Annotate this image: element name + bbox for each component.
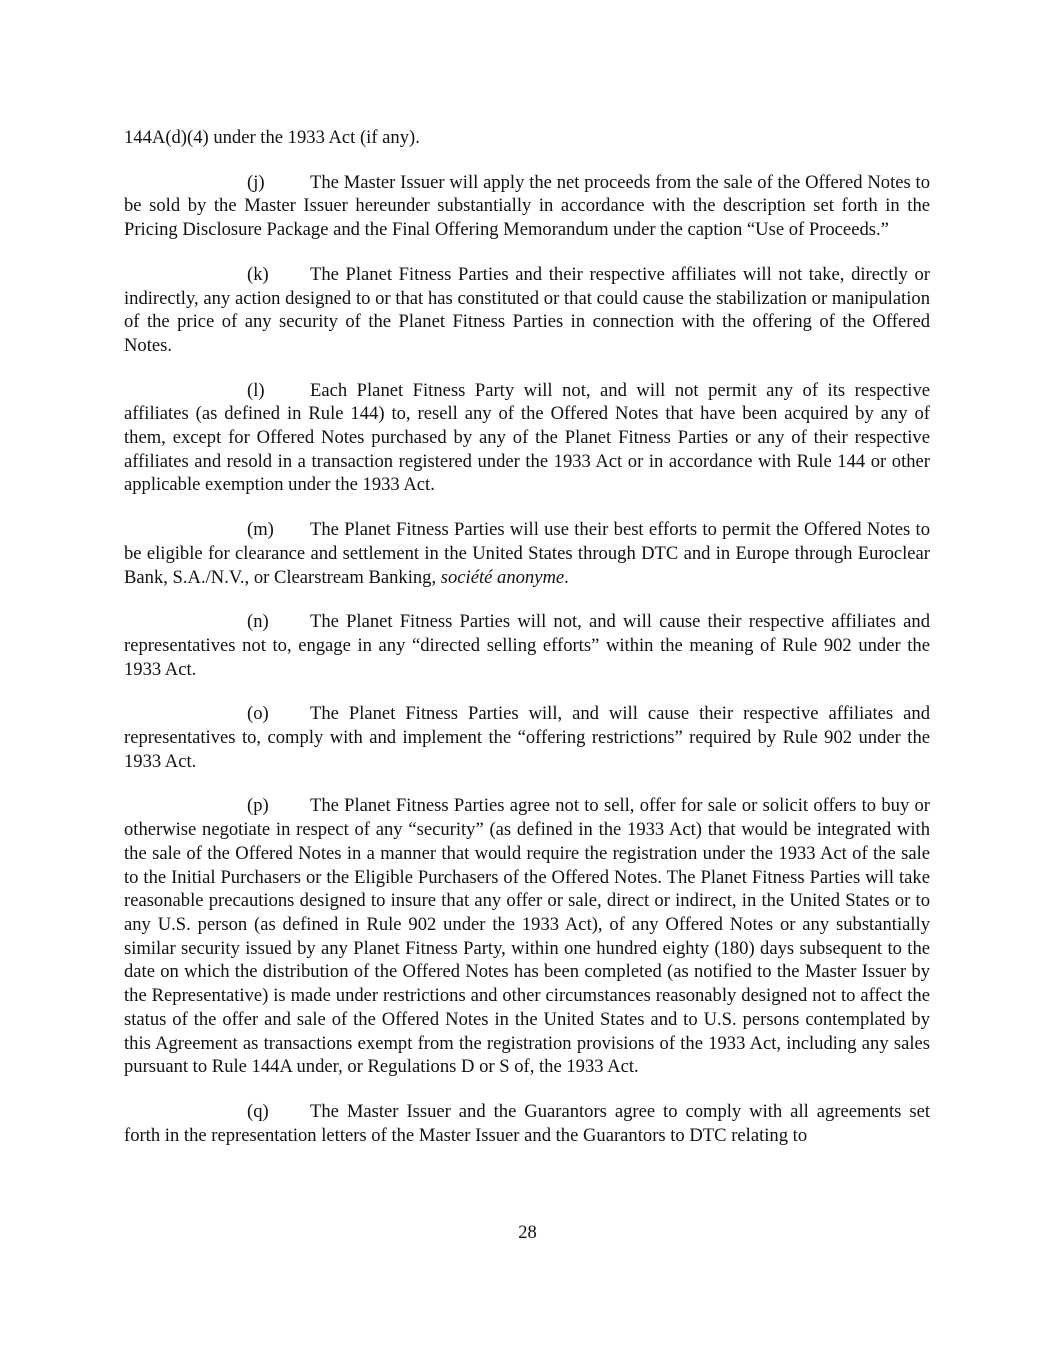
paragraph-text: The Master Issuer and the Guarantors agree to comply with all agreements set forth in the representation letters of the Master Issuer and the Guarantors to DTC relating to: [124, 1100, 930, 1146]
paragraph-text-end: .: [564, 566, 569, 588]
paragraph-q: [124, 1100, 930, 1147]
paragraph-k: [124, 263, 930, 358]
paragraph-o: [124, 702, 930, 773]
continuation-text: 144A(d)(4) under the 1933 Act (if any).: [124, 127, 420, 148]
paragraph-marker: (q): [247, 1100, 269, 1122]
paragraph-marker: (j): [247, 171, 265, 193]
document-page: [124, 126, 930, 1168]
paragraph-marker: (o): [247, 703, 269, 725]
paragraph-text: The Planet Fitness Parties and their respective affiliates will not take, directly or indirectly, any action designed to or that has constituted or that could cause the stabilization or manipulation of the price of any security of the Planet Fitness Parties in connection with the offering of the Offered Notes.: [124, 263, 930, 356]
paragraph-marker: (l): [247, 379, 265, 401]
page-number: 28: [518, 1222, 537, 1243]
paragraph-text: The Planet Fitness Parties will use their best efforts to permit the Offered Notes to be eligible for clearance and settlement in the United States through DTC and in Europe through Euroclear Bank, S.A./N.V., or Clearstream Banking,: [124, 519, 930, 588]
paragraph-p: [124, 794, 930, 1078]
paragraph-text: The Planet Fitness Parties will not, and will cause their respective affiliates and representatives not to, engage in any “directed selling efforts” within the meaning of Rule 902 under the 1933 Act.: [124, 611, 930, 680]
paragraph-j: [124, 171, 930, 242]
paragraph-m: [124, 518, 930, 589]
paragraph-text: The Planet Fitness Parties agree not to sell, offer for sale or solicit offers to buy or otherwise negotiate in respect of any “security” (as defined in the 1933 Act) that would be integrated with the sale of the Offered Notes in a manner that would require the registration under the 1933 Act of the sale to the Initial Purchasers or the Eligible Purchasers of the Offered Notes. The Planet Fitness Parties will take reasonable precautions designed to insure that any offer or sale, direct or indirect, in the United States or to any U.S. person (as defined in Rule 902 under the 1933 Act), of any Offered Notes or any substantially similar security issued by any Planet Fitness Party, within one hundred eighty (180) days subsequent to the date on which the distribution of the Offered Notes has been completed (as notified to the Master Issuer by the Representative) is made under restrictions and other circumstances reasonably designed not to affect the status of the offer and sale of the Offered Notes in the United States and to U.S. persons contemplated by this Agreement as transactions exempt from the registration provisions of the 1933 Act, including any sales pursuant to Rule 144A under, or Regulations D or S of, the 1933 Act.: [124, 795, 930, 1078]
paragraph-marker: (m): [247, 519, 274, 541]
paragraph-marker: (p): [247, 795, 269, 817]
paragraph-n: [124, 610, 930, 681]
paragraph-text: The Master Issuer will apply the net proceeds from the sale of the Offered Notes to be sold by the Master Issuer hereunder substantially in accordance with the description set forth in the Pricing Disclosure Package and the Final Offering Memorandum under the caption “Use of Proceeds.”: [124, 171, 930, 241]
paragraph-l: [124, 379, 930, 498]
paragraph-italic-text: société anonyme: [440, 566, 565, 588]
paragraph-marker: (k): [247, 263, 269, 285]
paragraph-text: The Planet Fitness Parties will, and will cause their respective affiliates and representatives to, comply with and implement the “offering restrictions” required by Rule 902 under the 1933 Act.: [124, 703, 930, 772]
paragraph-marker: (n): [247, 611, 269, 633]
paragraph-text: Each Planet Fitness Party will not, and will not permit any of its respective affiliates (as defined in Rule 144) to, resell any of the Offered Notes that have been acquired by any of them, except for Offered Notes purchased by any of the Planet Fitness Parties or any of their respective affiliates and resold in a transaction registered under the 1933 Act or in accordance with Rule 144 or other applicable exemption under the 1933 Act.: [124, 379, 930, 496]
